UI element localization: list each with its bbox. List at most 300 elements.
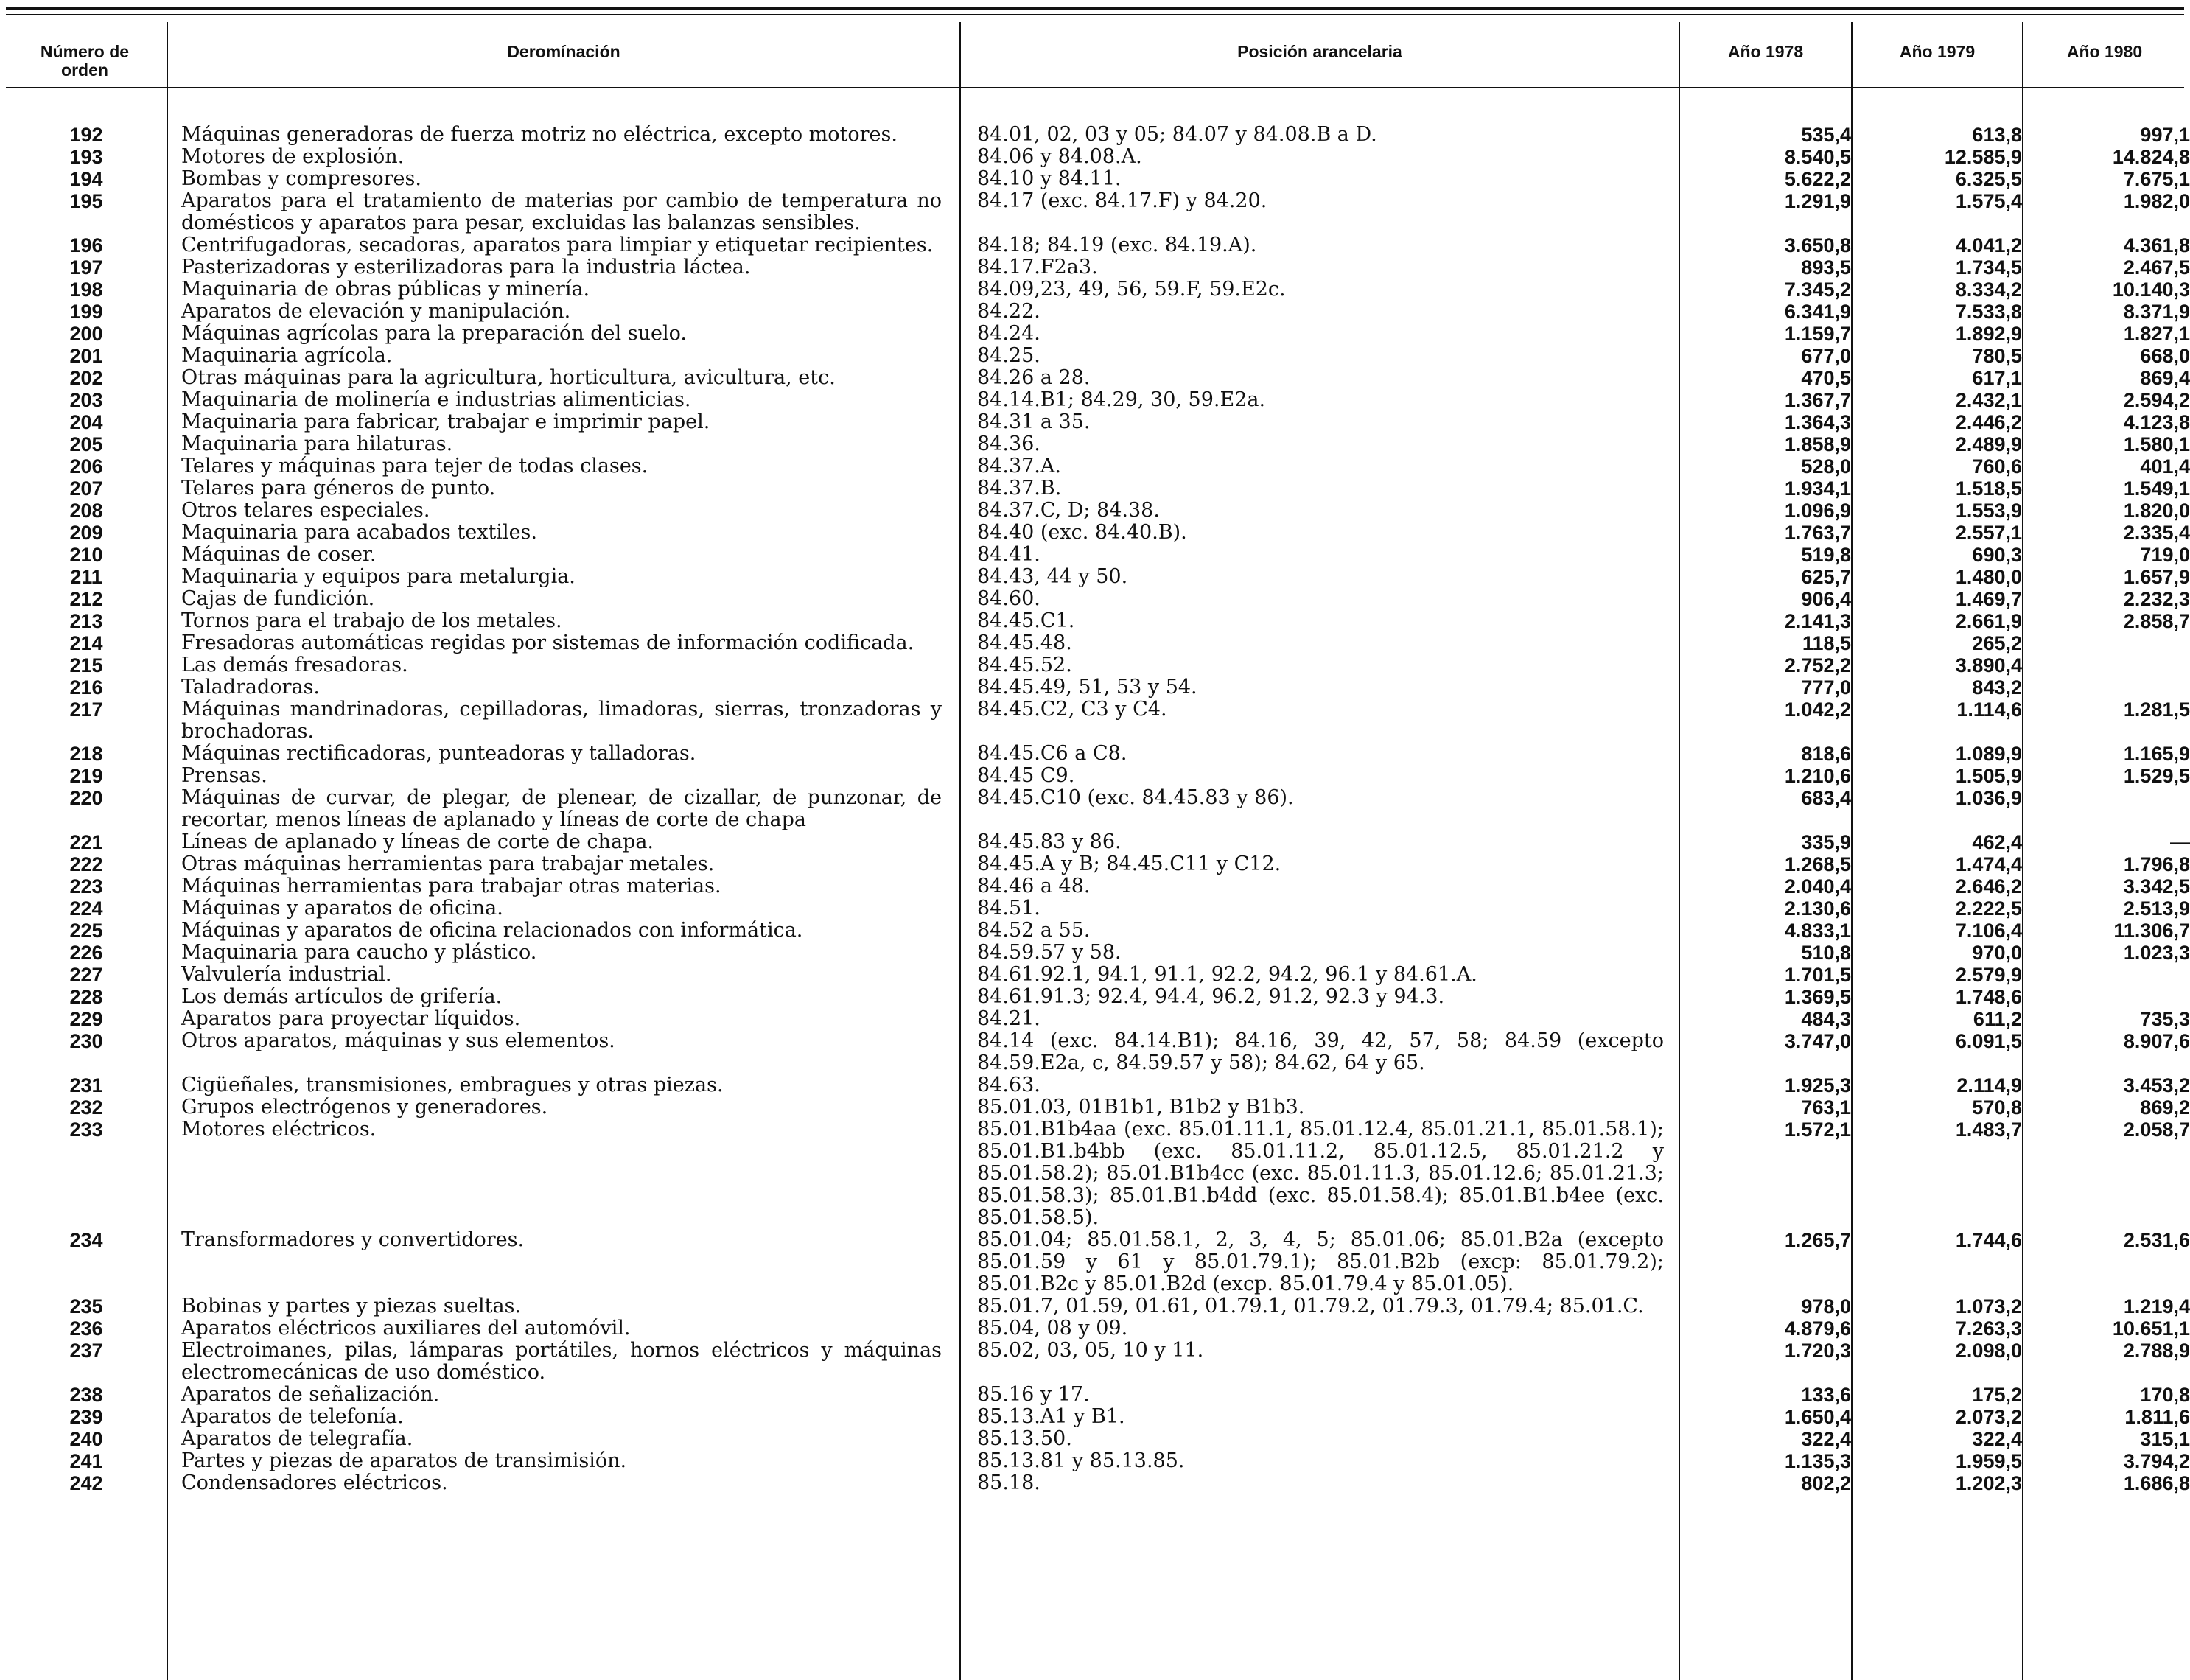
table-row [6,1295,2190,1317]
row-posicion: 84.43, 44 y 50. [977,565,1128,588]
row-number: 206 [69,455,103,477]
row-number: 241 [69,1450,103,1472]
row-number: 193 [69,146,103,168]
row-value-1978: 1.701,5 [1784,964,1851,986]
row-value-1980: 1.982,0 [2123,190,2190,212]
row-value-1979: 1.892,9 [1955,323,2022,345]
row-denominacion: Centrifugadoras, secadoras, aparatos para limpiar y etiquetar recipientes. [181,234,934,256]
table-row [6,787,2190,831]
row-value-1979: 2.073,2 [1955,1406,2022,1428]
row-posicion: 84.18; 84.19 (exc. 84.19.A). [977,234,1257,256]
row-posicion: 85.01.B1b4aa (exc. 85.01.11.1, 85.01.12.4, 85.01.21.1, 85.01.58.1); 85.01.B1.b4bb (exc. 85.01.11.2, 85.01.12.5, 85.01.21.2 y 85.01.58.2); 85.01.B1b4cc (exc. 85.01.11.3, 85.01.12.6; 85.01.21.3; 85.01.58.3); 85.01.B1.b4dd (exc. 85.01.58.4); 85.01.B1.b4ee (exc. 85.01.58.5). [977,1118,1664,1229]
row-value-1980: 1.796,8 [2123,853,2190,875]
row-number: 229 [69,1008,103,1030]
row-value-1978: 1.572,1 [1784,1119,1851,1141]
row-posicion: 84.01, 02, 03 y 05; 84.07 y 84.08.B a D. [977,123,1377,146]
row-value-1979: 611,2 [1973,1008,2022,1030]
row-value-1979: 2.114,9 [1956,1074,2022,1096]
row-denominacion: Partes y piezas de aparatos de transimisión. [181,1449,627,1472]
table-row [6,256,2190,279]
row-value-1980: 8.371,9 [2123,301,2190,323]
row-posicion: 84.51. [977,897,1040,920]
row-value-1978: 1.042,2 [1784,699,1851,721]
row-value-1978: 1.096,9 [1784,500,1851,522]
row-denominacion: Maquinaria de molinería e industrias alimenticias. [181,388,691,411]
row-value-1980: 7.675,1 [2123,168,2190,190]
row-value-1979: 1.748,6 [1955,986,2022,1008]
table-row [6,301,2190,323]
row-value-1978: 893,5 [1801,256,1851,279]
row-number: 226 [69,942,103,964]
row-posicion: 84.45.52. [977,654,1072,676]
table-row [6,1030,2190,1074]
row-denominacion: Bobinas y partes y piezas sueltas. [181,1295,522,1317]
row-value-1979: 2.661,9 [1955,610,2022,632]
row-value-1980: 1.827,1 [2123,323,2190,345]
row-posicion: 84.45.C2, C3 y C4. [977,698,1167,721]
row-denominacion: Máquinas herramientas para trabajar otras materias. [181,875,721,897]
row-denominacion: Fresadoras automáticas regidas por sistemas de información codificada. [181,631,914,654]
row-number: 202 [69,367,103,389]
row-value-1980: 4.123,8 [2123,411,2190,433]
row-denominacion: Máquinas de coser. [181,543,377,566]
row-value-1979: 690,3 [1972,544,2022,566]
row-value-1978: 4.833,1 [1784,920,1851,942]
row-value-1979: 1.518,5 [1955,477,2022,500]
row-number: 240 [69,1428,103,1450]
row-value-1979: 1.474,4 [1955,853,2022,875]
table-row [6,1384,2190,1406]
row-number: 228 [69,986,103,1008]
row-value-1978: 906,4 [1801,588,1851,610]
header-denominacion: Deromínación [507,42,620,61]
row-number: 220 [69,787,103,809]
row-denominacion: Máquinas y aparatos de oficina. [181,897,503,920]
row-value-1979: 1.734,5 [1955,256,2022,279]
row-denominacion: Motores eléctricos. [181,1118,377,1141]
row-value-1979: 1.073,2 [1955,1295,2022,1317]
table-body [6,124,2190,1494]
table-row [6,942,2190,964]
table-row [6,566,2190,588]
row-value-1979: 175,2 [1972,1384,2022,1406]
row-value-1980: 10.651,1 [2112,1317,2190,1340]
row-posicion: 84.24. [977,322,1040,345]
table-row [6,1008,2190,1030]
row-denominacion: Electroimanes, pilas, lámparas portátiles, hornos eléctricos y máquinas electromecánicas de uso doméstico. [181,1339,942,1384]
row-value-1980: 2.058,7 [2123,1119,2190,1141]
row-value-1980: 1.529,5 [2123,765,2190,787]
row-denominacion: Maquinaria de obras públicas y minería. [181,278,590,301]
row-value-1978: 1.367,7 [1784,389,1851,411]
row-denominacion: Maquinaria agrícola. [181,344,393,367]
row-value-1978: 1.265,7 [1784,1229,1851,1251]
table-row [6,1472,2190,1494]
row-posicion: 85.16 y 17. [977,1383,1090,1406]
row-value-1979: 1.483,7 [1955,1119,2022,1141]
row-posicion: 84.36. [977,433,1040,455]
row-number: 238 [69,1384,103,1406]
table-row [6,411,2190,433]
row-number: 209 [69,522,103,544]
table-row [6,964,2190,986]
row-number: 204 [69,411,103,433]
row-denominacion: Máquinas de curvar, de plegar, de plenear, de cizallar, de punzonar, de recortar, menos líneas de aplanado y líneas de corte de chapa [181,786,942,831]
row-value-1980: 3.453,2 [2123,1074,2190,1096]
row-number: 216 [69,676,103,699]
row-value-1979: 1.959,5 [1955,1450,2022,1472]
table-row [6,875,2190,897]
row-value-1979: 6.091,5 [1955,1030,2022,1052]
table-row [6,831,2190,853]
row-value-1978: 470,5 [1801,367,1851,389]
row-value-1980 [2022,986,2190,1008]
row-denominacion: Maquinaria para acabados textiles. [181,521,537,544]
data-table [6,124,2190,1494]
row-value-1980 [2022,654,2190,676]
row-posicion: 84.45.49, 51, 53 y 54. [977,676,1197,699]
table-row [6,853,2190,875]
row-value-1979: 1.480,0 [1955,566,2022,588]
row-denominacion: Las demás fresadoras. [181,654,408,676]
row-posicion: 85.04, 08 y 09. [977,1317,1128,1340]
row-value-1978: 802,2 [1801,1472,1851,1494]
row-posicion: 84.17.F2a3. [977,256,1098,279]
table-row [6,1406,2190,1428]
row-value-1980 [2022,632,2190,654]
row-value-1978: 1.720,3 [1784,1340,1851,1362]
table-row [6,455,2190,477]
row-value-1979: 1.114,6 [1956,699,2022,721]
row-denominacion: Aparatos para proyectar líquidos. [181,1007,521,1030]
row-value-1980: 1.811,6 [2124,1406,2190,1428]
row-number: 195 [69,190,103,212]
row-denominacion: Telares para géneros de punto. [181,477,496,500]
row-value-1978: 3.747,0 [1784,1030,1851,1052]
row-value-1978: 7.345,2 [1784,279,1851,301]
row-posicion: 84.14.B1; 84.29, 30, 59.E2a. [977,388,1266,411]
row-value-1980: 2.858,7 [2123,610,2190,632]
table-row [6,1428,2190,1450]
row-value-1979: 1.553,9 [1955,500,2022,522]
row-value-1979: 1.469,7 [1955,588,2022,610]
header-ano-1980: Año 1980 [2066,42,2143,61]
row-denominacion: Cajas de fundición. [181,587,375,610]
row-denominacion: Pasterizadoras y esterilizadoras para la industria láctea. [181,256,751,279]
row-value-1980: 2.513,9 [2123,897,2190,920]
row-value-1979: 760,6 [1972,455,2022,477]
row-value-1978: 683,4 [1801,787,1851,809]
row-posicion: 84.10 y 84.11. [977,167,1122,190]
row-posicion: 85.01.03, 01B1b1, B1b2 y B1b3. [977,1096,1305,1119]
row-posicion: 85.01.04; 85.01.58.1, 2, 3, 4, 5; 85.01.06; 85.01.B2a (excepto 85.01.59 y 61 y 85.01.79.1); 85.01.B2b (excp: 85.01.79.2); 85.01.B2c y 85.01.B2d (excp. 85.01.79.4 y 85.01.05). [977,1228,1664,1295]
row-posicion: 84.37.C, D; 84.38. [977,499,1160,522]
row-value-1978: 1.135,3 [1784,1450,1851,1472]
row-number: 225 [69,920,103,942]
row-number: 205 [69,433,103,455]
row-value-1978: 2.130,6 [1784,897,1851,920]
header-numero: Número de orden [40,42,130,80]
table-row [6,610,2190,632]
row-value-1979: 780,5 [1972,345,2022,367]
row-number: 199 [69,301,103,323]
row-value-1980 [2022,676,2190,699]
row-number: 239 [69,1406,103,1428]
table-row [6,522,2190,544]
row-posicion: 84.21. [977,1007,1040,1030]
row-value-1980: 1.281,5 [2123,699,2190,721]
row-denominacion: Bombas y compresores. [181,167,421,190]
row-value-1978: 2.040,4 [1784,875,1851,897]
row-value-1978: 1.364,3 [1784,411,1851,433]
row-value-1980: 3.794,2 [2123,1450,2190,1472]
row-number: 222 [69,853,103,875]
row-posicion: 84.25. [977,344,1040,367]
row-number: 194 [69,168,103,190]
row-denominacion: Máquinas generadoras de fuerza motriz no eléctrica, excepto motores. [181,123,898,146]
row-posicion: 84.45.C10 (exc. 84.45.83 y 86). [977,786,1294,809]
row-denominacion: Prensas. [181,764,267,787]
row-posicion: 84.26 a 28. [977,366,1091,389]
table-row [6,897,2190,920]
row-posicion: 84.45.A y B; 84.45.C11 y C12. [977,853,1281,875]
row-posicion: 84.61.91.3; 92.4, 94.4, 96.2, 91.2, 92.3 y 94.3. [977,985,1445,1008]
row-value-1978: 4.879,6 [1784,1317,1851,1340]
row-value-1979: 2.646,2 [1955,875,2022,897]
row-denominacion: Máquinas mandrinadoras, cepilladoras, limadoras, sierras, tronzadoras y brochadoras. [181,698,942,743]
row-denominacion: Transformadores y convertidores. [181,1228,525,1251]
table-row [6,323,2190,345]
row-number: 230 [69,1030,103,1052]
row-posicion: 85.02, 03, 05, 10 y 11. [977,1339,1204,1362]
row-number: 234 [69,1229,103,1251]
row-value-1978: 322,4 [1801,1428,1851,1450]
row-denominacion: Cigüeñales, transmisiones, embragues y otras piezas. [181,1074,724,1096]
row-value-1979: 2.098,0 [1955,1340,2022,1362]
row-value-1978: 1.291,9 [1784,190,1851,212]
row-number: 231 [69,1074,103,1096]
row-denominacion: Maquinaria para caucho y plástico. [181,941,537,964]
row-posicion: 84.59.57 y 58. [977,941,1122,964]
row-value-1980: 315,1 [2140,1428,2190,1450]
row-value-1978: 8.540,5 [1784,146,1851,168]
row-value-1978: 777,0 [1801,676,1851,699]
row-number: 233 [69,1119,103,1141]
row-value-1978: 625,7 [1801,566,1851,588]
row-value-1979: 1.744,6 [1955,1229,2022,1251]
row-value-1978: 677,0 [1801,345,1851,367]
row-posicion: 84.60. [977,587,1040,610]
row-posicion: 84.45.C6 a C8. [977,742,1127,765]
row-value-1980 [2022,787,2190,831]
row-value-1979: 7.106,4 [1955,920,2022,942]
row-value-1978: 1.763,7 [1784,522,1851,544]
row-posicion: 84.40 (exc. 84.40.B). [977,521,1187,544]
header-ano-1978: Año 1978 [1727,42,1804,61]
row-value-1980: — [2170,831,2190,853]
row-denominacion: Aparatos de telefonía. [181,1405,404,1428]
row-value-1980: 2.788,9 [2123,1340,2190,1362]
table-row [6,1340,2190,1384]
row-value-1979: 1.089,9 [1955,743,2022,765]
row-value-1978: 1.268,5 [1784,853,1851,875]
row-value-1979: 2.579,9 [1955,964,2022,986]
header-rule [6,87,2184,88]
row-number: 211 [70,566,102,588]
row-number: 201 [69,345,103,367]
row-value-1980: 1.580,1 [2123,433,2190,455]
row-posicion: 85.18. [977,1471,1040,1494]
row-number: 213 [69,610,103,632]
row-value-1980: 719,0 [2140,544,2190,566]
row-value-1980: 401,4 [2140,455,2190,477]
table-row [6,920,2190,942]
table-row [6,588,2190,610]
row-value-1980: 4.361,8 [2123,234,2190,256]
table-row [6,124,2190,146]
row-denominacion: Máquinas agrícolas para la preparación del suelo. [181,322,687,345]
row-value-1980: 2.232,3 [2123,588,2190,610]
row-value-1979: 462,4 [1972,831,2022,853]
row-denominacion: Motores de explosión. [181,145,405,168]
row-value-1980: 668,0 [2140,345,2190,367]
row-value-1978: 3.650,8 [1784,234,1851,256]
table-row [6,765,2190,787]
row-value-1979: 8.334,2 [1955,279,2022,301]
row-value-1979: 2.446,2 [1955,411,2022,433]
row-number: 200 [69,323,103,345]
row-value-1980: 2.531,6 [2123,1229,2190,1251]
row-denominacion: Máquinas y aparatos de oficina relacionados con informática. [181,919,803,942]
header-posicion: Posición arancelaria [1237,42,1402,61]
row-number: 219 [69,765,103,787]
row-value-1980: 1.657,9 [2123,566,2190,588]
row-number: 221 [69,831,103,853]
table-row [6,632,2190,654]
row-denominacion: Máquinas rectificadoras, punteadoras y talladoras. [181,742,696,765]
row-posicion: 85.13.50. [977,1427,1072,1450]
table-row [6,699,2190,743]
row-value-1978: 535,4 [1801,124,1851,146]
row-value-1980: 735,3 [2140,1008,2190,1030]
row-posicion: 84.45 C9. [977,764,1075,787]
row-number: 223 [69,875,103,897]
row-value-1979: 2.489,9 [1955,433,2022,455]
table-row [6,654,2190,676]
row-posicion: 84.63. [977,1074,1040,1096]
row-denominacion: Maquinaria y equipos para metalurgia. [181,565,576,588]
row-value-1980: 10.140,3 [2112,279,2190,301]
row-denominacion: Aparatos eléctricos auxiliares del automóvil. [181,1317,631,1340]
row-value-1980: 2.594,2 [2123,389,2190,411]
row-value-1979: 2.222,5 [1955,897,2022,920]
row-denominacion: Condensadores eléctricos. [181,1471,448,1494]
row-value-1978: 6.341,9 [1784,301,1851,323]
row-number: 236 [69,1317,103,1340]
row-number: 224 [69,897,103,920]
row-value-1980: 1.219,4 [2123,1295,2190,1317]
table-row [6,367,2190,389]
row-number: 196 [69,234,103,256]
row-number: 198 [69,279,103,301]
row-value-1979: 3.890,4 [1955,654,2022,676]
row-posicion: 84.22. [977,300,1040,323]
row-posicion: 84.37.A. [977,455,1061,477]
row-number: 227 [69,964,103,986]
row-value-1978: 519,8 [1801,544,1851,566]
table-row [6,146,2190,168]
row-value-1978: 484,3 [1801,1008,1851,1030]
table-row [6,234,2190,256]
row-posicion: 85.13.81 y 85.13.85. [977,1449,1185,1472]
row-value-1980: 2.335,4 [2123,522,2190,544]
row-value-1979: 1.575,4 [1955,190,2022,212]
row-value-1980: 997,1 [2140,124,2190,146]
row-denominacion: Otros aparatos, máquinas y sus elementos. [181,1029,615,1052]
row-denominacion: Los demás artículos de grifería. [181,985,503,1008]
row-value-1979: 613,8 [1972,124,2022,146]
table-row [6,1450,2190,1472]
row-posicion: 84.52 a 55. [977,919,1091,942]
row-value-1978: 1.159,7 [1784,323,1851,345]
row-number: 218 [69,743,103,765]
row-posicion: 84.14 (exc. 84.14.B1); 84.16, 39, 42, 57, 58; 84.59 (excepto 84.59.E2a, c, 84.59.57 y 58); 84.62, 64 y 65. [977,1029,1664,1074]
row-number: 212 [69,588,103,610]
row-denominacion: Taladradoras. [181,676,321,699]
table-row [6,676,2190,699]
row-value-1979: 2.432,1 [1955,389,2022,411]
row-value-1978: 528,0 [1801,455,1851,477]
row-posicion: 84.31 a 35. [977,410,1091,433]
row-denominacion: Otras máquinas herramientas para trabajar metales. [181,853,715,875]
row-value-1978: 1.369,5 [1784,986,1851,1008]
row-posicion: 84.17 (exc. 84.17.F) y 84.20. [977,189,1267,212]
row-denominacion: Líneas de aplanado y líneas de corte de chapa. [181,830,654,853]
row-value-1978: 133,6 [1801,1384,1851,1406]
row-value-1980: 1.686,8 [2123,1472,2190,1494]
row-value-1980: 3.342,5 [2123,875,2190,897]
row-number: 197 [69,256,103,279]
row-posicion: 84.46 a 48. [977,875,1091,897]
row-value-1979: 7.263,3 [1955,1317,2022,1340]
table-row [6,1074,2190,1096]
table-row [6,743,2190,765]
row-value-1979: 6.325,5 [1955,168,2022,190]
row-value-1980: 11.306,7 [2113,920,2190,942]
row-value-1978: 5.622,2 [1784,168,1851,190]
row-value-1980: 1.165,9 [2123,743,2190,765]
row-value-1980: 1.549,1 [2123,477,2190,500]
table-row [6,279,2190,301]
row-denominacion: Aparatos de telegrafía. [181,1427,413,1450]
row-posicion: 84.45.83 y 86. [977,830,1122,853]
row-number: 192 [69,124,103,146]
row-value-1979: 2.557,1 [1955,522,2022,544]
row-denominacion: Telares y máquinas para tejer de todas clases. [181,455,648,477]
row-value-1979: 1.036,9 [1955,787,2022,809]
table-row [6,544,2190,566]
row-number: 214 [69,632,103,654]
table-row [6,986,2190,1008]
row-number: 203 [69,389,103,411]
row-posicion: 84.45.C1. [977,609,1075,632]
row-value-1979: 12.585,9 [1944,146,2022,168]
row-denominacion: Aparatos para el tratamiento de materias por cambio de temperatura no domésticos y aparatos para pesar, excluidas las balanzas sensibles. [181,189,942,234]
table-row [6,477,2190,500]
row-posicion: 84.37.B. [977,477,1062,500]
row-number: 232 [69,1096,103,1119]
row-value-1978: 818,6 [1801,743,1851,765]
